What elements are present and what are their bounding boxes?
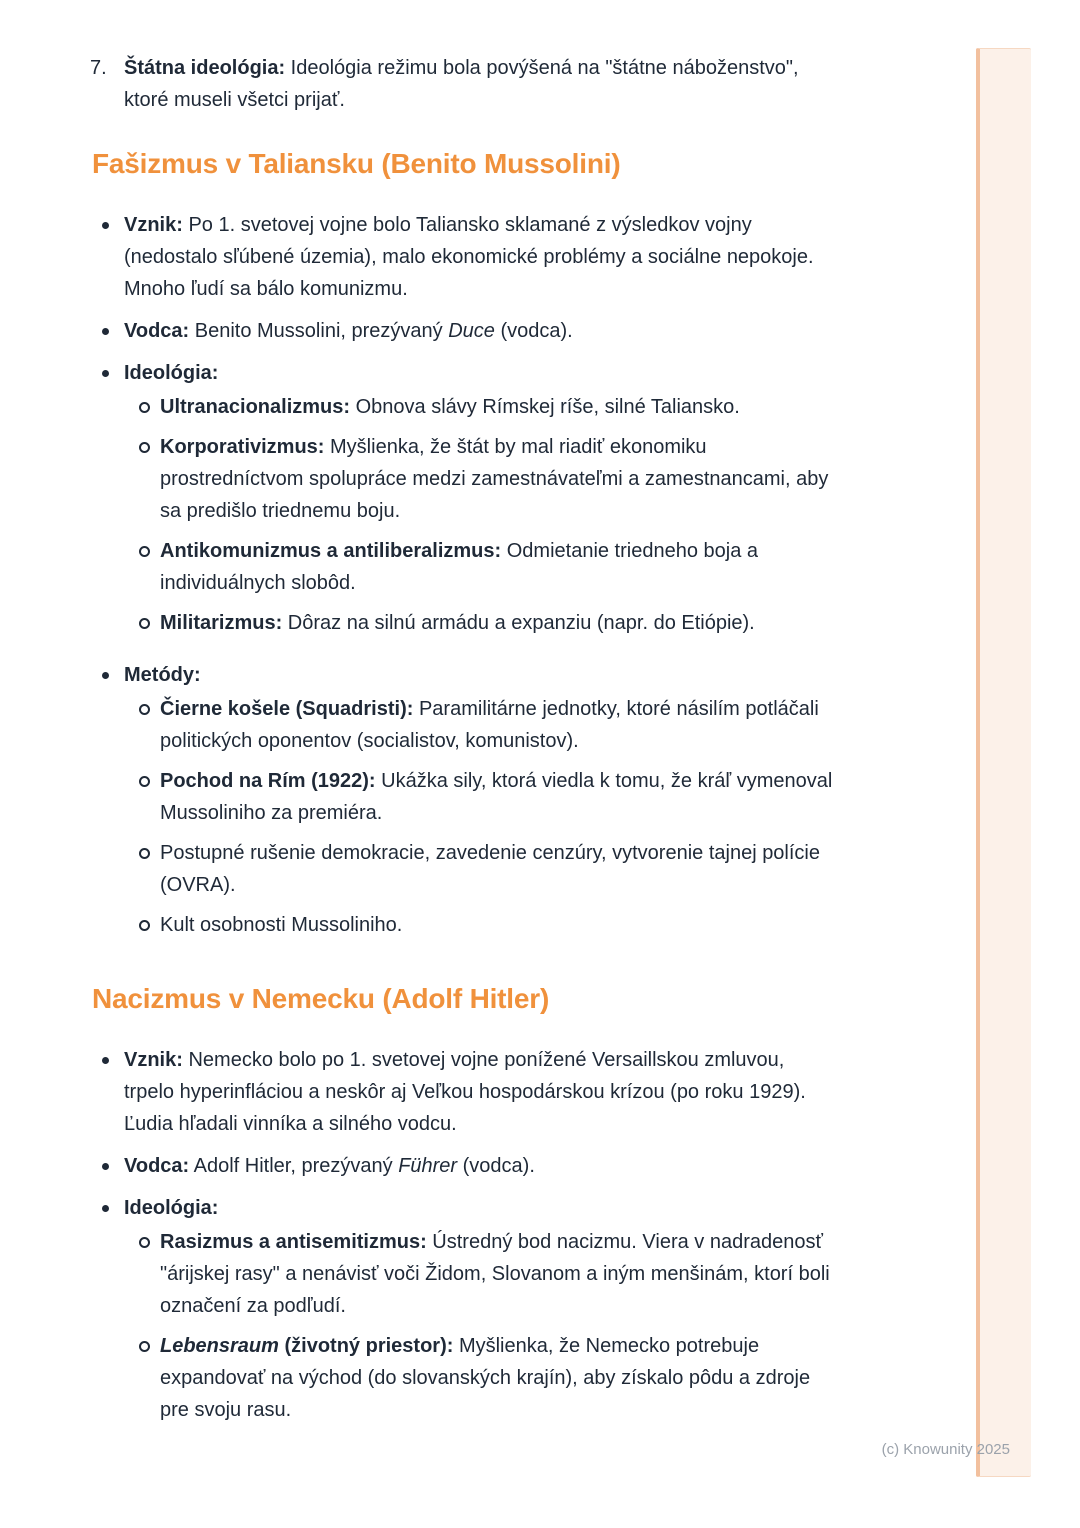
text-segment: Nemecko bolo po 1. svetovej vojne ponížené Versaillskou zmluvou, trpelo hyperinfláciou a neskôr aj Veľkou hospodárskou krízou (po roku 1929). Ľudia hľadali vinníka a silného vodcu. — [124, 1049, 806, 1135]
sub-bullet-list — [139, 391, 838, 639]
circle-icon — [139, 402, 150, 413]
text-segment: (životný priestor): — [278, 1335, 454, 1357]
text-segment: Myšlienka, že Nemecko potrebuje expandovať na východ (do slovanských krajín), aby získalo pôdu a zdroje pre svoju rasu. — [160, 1335, 811, 1421]
document-page — [90, 52, 838, 1446]
sub-list-item — [139, 693, 838, 757]
sub-list-item-text — [160, 607, 838, 639]
list-item — [102, 1044, 838, 1140]
list-item — [102, 209, 838, 305]
circle-icon — [139, 848, 150, 859]
sub-bullet-list — [139, 693, 838, 941]
circle-icon — [139, 704, 150, 715]
circle-icon — [139, 1341, 150, 1352]
list-item-text — [124, 659, 838, 951]
sub-list-item — [139, 535, 838, 599]
text-segment: Pochod na Rím (1922): — [160, 770, 376, 792]
text-segment: Paramilitárne jednotky, ktoré násilím potláčali politických oponentov (socialistov, komunistov). — [160, 698, 819, 752]
list-item-text — [124, 209, 838, 305]
bullet-marker — [139, 535, 160, 599]
bullet-marker — [102, 315, 124, 347]
text-segment: Štátna ideológia: — [124, 57, 286, 79]
bullet-marker — [139, 837, 160, 901]
text-segment: Rasizmus a antisemitizmus: — [160, 1231, 427, 1253]
bullet-icon — [102, 1057, 109, 1064]
text-segment: Vznik: — [124, 1049, 183, 1071]
numbered-item — [90, 52, 838, 116]
text-segment: Lebensraum — [160, 1335, 279, 1357]
item-number: 7. — [90, 57, 107, 79]
list-item-text — [124, 315, 838, 347]
bullet-marker — [139, 391, 160, 423]
text-segment: Čierne košele (Squadristi): — [160, 698, 414, 720]
list-item — [102, 1150, 838, 1182]
circle-icon — [139, 546, 150, 557]
bullet-marker — [102, 209, 124, 305]
text-segment: Vodca: — [124, 1155, 190, 1177]
list-item-text — [124, 357, 838, 649]
bullet-marker — [139, 1330, 160, 1426]
text-segment: Vznik: — [124, 214, 183, 236]
section — [90, 981, 838, 1436]
bullet-marker — [139, 909, 160, 941]
section-heading: Fašizmus v Taliansku (Benito Mussolini) — [92, 148, 621, 179]
bullet-icon — [102, 328, 109, 335]
text-segment: Kult osobnosti Mussoliniho. — [160, 914, 403, 936]
sub-list-item-text — [160, 1330, 838, 1426]
circle-icon — [139, 442, 150, 453]
sub-list-item — [139, 607, 838, 639]
watermark: (c) Knowunity 2025 — [881, 1441, 1010, 1458]
text-segment: Antikomunizmus a antiliberalizmus: — [160, 540, 502, 562]
text-segment: (vodca). — [494, 320, 573, 342]
sub-list-item-text — [160, 1226, 838, 1322]
bullet-marker — [139, 1226, 160, 1322]
list-item-text — [124, 1150, 838, 1182]
sub-list-item — [139, 431, 838, 527]
sub-list-item — [139, 391, 838, 423]
bullet-icon — [102, 1163, 109, 1170]
text-segment: Vodca: — [124, 320, 190, 342]
text-segment: Ústredný bod nacizmu. Viera v nadradenosť "árijskej rasy" a nenávisť voči Židom, Slovanom a iným menšinám, ktorí boli označení za podľudí. — [160, 1231, 830, 1317]
bullet-marker — [102, 357, 124, 649]
sub-list-item-text — [160, 693, 838, 757]
text-segment: Adolf Hitler, prezývaný — [189, 1155, 399, 1177]
text-segment: (vodca). — [457, 1155, 535, 1177]
list-item — [102, 315, 838, 347]
sub-list-item-text — [160, 909, 838, 941]
sub-list-item-text — [160, 431, 838, 527]
list-item-text — [124, 1044, 838, 1140]
text-segment: Odmietanie triedneho boja a individuálnych slobôd. — [160, 540, 759, 594]
text-segment: Ideológia: — [124, 362, 219, 384]
sub-list-item — [139, 909, 838, 941]
text-segment: Korporativizmus: — [160, 436, 325, 458]
sub-list-item — [139, 1226, 838, 1322]
list-item — [102, 659, 838, 951]
bullet-marker — [139, 431, 160, 527]
bullet-list — [90, 1044, 838, 1436]
numbered-item-text — [124, 52, 838, 116]
text-segment: Po 1. svetovej vojne bolo Taliansko sklamané z výsledkov vojny (nedostalo sľúbené územia), malo ekonomické problémy a sociálne nepokoje. Mnoho ľudí sa bálo komunizmu. — [124, 214, 814, 300]
bullet-marker — [102, 1044, 124, 1140]
sub-list-item — [139, 765, 838, 829]
circle-icon — [139, 1237, 150, 1248]
bullet-marker — [102, 1150, 124, 1182]
text-segment: Ideológia: — [124, 1197, 219, 1219]
text-segment: Dôraz na silnú armádu a expanziu (napr. do Etiópie). — [282, 612, 755, 634]
text-segment: Postupné rušenie demokracie, zavedenie cenzúry, vytvorenie tajnej polície (OVRA). — [160, 842, 820, 896]
bullet-marker — [139, 607, 160, 639]
bullet-marker — [139, 765, 160, 829]
text-segment: Myšlienka, že štát by mal riadiť ekonomiku prostredníctvom spolupráce medzi zamestnávateľmi a zamestnancami, aby sa predišlo triednemu boju. — [160, 436, 829, 522]
sub-list-item-text — [160, 391, 838, 423]
bullet-icon — [102, 222, 109, 229]
text-segment: Ultranacionalizmus: — [160, 396, 351, 418]
list-item-text — [124, 1192, 838, 1436]
sub-list-item-text — [160, 535, 838, 599]
text-segment: Militarizmus: — [160, 612, 283, 634]
sections-container — [90, 146, 838, 1436]
section — [90, 146, 838, 951]
text-segment: Ukážka sily, ktorá viedla k tomu, že kráľ vymenoval Mussoliniho za premiéra. — [160, 770, 833, 824]
bullet-icon — [102, 1205, 109, 1212]
list-item — [102, 357, 838, 649]
bullet-icon — [102, 370, 109, 377]
section-heading: Nacizmus v Nemecku (Adolf Hitler) — [92, 983, 550, 1014]
bullet-marker — [102, 659, 124, 951]
sub-list-item-text — [160, 837, 838, 901]
text-segment: Führer — [398, 1155, 458, 1177]
bullet-marker — [139, 693, 160, 757]
bullet-icon — [102, 672, 109, 679]
text-segment: Metódy: — [124, 664, 201, 686]
text-segment: Obnova slávy Rímskej ríše, silné Taliansko. — [350, 396, 740, 418]
bullet-list — [90, 209, 838, 951]
bullet-marker — [102, 1192, 124, 1436]
circle-icon — [139, 920, 150, 931]
text-segment: Duce — [448, 320, 495, 342]
sub-list-item — [139, 1330, 838, 1426]
side-stripe — [976, 48, 1031, 1477]
sub-list-item — [139, 837, 838, 901]
sub-list-item-text — [160, 765, 838, 829]
circle-icon — [139, 618, 150, 629]
list-item — [102, 1192, 838, 1436]
sub-bullet-list — [139, 1226, 838, 1426]
text-segment: Benito Mussolini, prezývaný — [189, 320, 449, 342]
text-segment: Ideológia režimu bola povýšená na "štátne náboženstvo", ktoré museli všetci prijať. — [124, 57, 799, 111]
circle-icon — [139, 776, 150, 787]
